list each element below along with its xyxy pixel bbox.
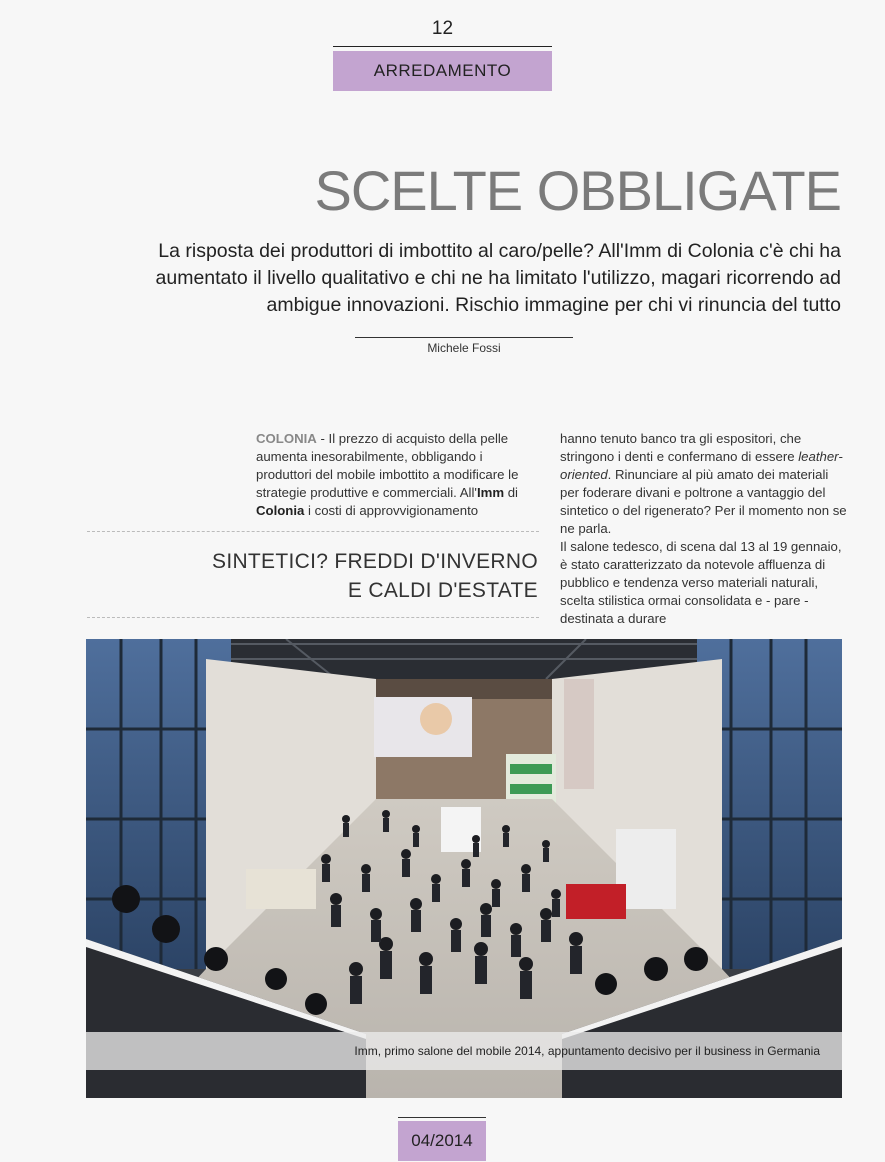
page-number: 12	[431, 18, 454, 39]
article-standfirst: La risposta dei produttori di imbottito al caro/pelle? All'Imm di Colonia c'è chi ha aumentato il livello qualitativo e chi ne ha limitato l'utilizzo, magari ricorrendo ad ambigue innovazioni. Rischio immagine per chi vi rinuncia del tutto	[155, 240, 841, 316]
issue-tag: 04/2014	[398, 1121, 486, 1161]
body-strong: Imm	[476, 485, 505, 500]
photo-caption: Imm, primo salone del mobile 2014, appuntamento decisivo per il business in Germania	[354, 1044, 820, 1058]
body-strong: Colonia	[256, 503, 305, 518]
text-column-right	[560, 430, 850, 628]
section-tag: ARREDAMENTO	[333, 51, 552, 91]
section-rule	[333, 46, 552, 47]
body-text: - Il prezzo di acquisto della pelle aumenta inesorabilmente, obbligando i produttori del mobile imbottito a modificare le strategie produttive e commerciali. All'	[256, 431, 519, 500]
body-text: di	[504, 485, 518, 500]
body-text: i costi di approvvigionamento	[304, 503, 479, 518]
body-text: . Rinunciare al più amato dei materiali per foderare divani e poltrone a vantaggio del sintetico o del rigenerato? Per il momento non se ne parla.	[560, 467, 847, 536]
text-column-left	[256, 430, 538, 520]
byline-rule	[355, 337, 573, 338]
body-italic: leather-oriented	[560, 449, 843, 482]
subheading-rule-top	[87, 531, 539, 532]
subheading-line: SINTETICI? FREDDI D'INVERNO	[212, 550, 538, 573]
subheading	[87, 547, 538, 605]
trade-fair-photo	[86, 639, 842, 1098]
subheading-line: E CALDI D'ESTATE	[347, 579, 538, 602]
footer-rule	[398, 1117, 486, 1118]
dateline: COLONIA	[256, 431, 317, 446]
subheading-rule-bottom	[87, 617, 539, 618]
article-headline: SCELTE OBBLIGATE	[314, 159, 841, 222]
body-text: hanno tenuto banco tra gli espositori, che stringono i denti e confermano di essere	[560, 431, 802, 464]
article-author: Michele Fossi	[427, 341, 501, 355]
trade-fair-illustration	[86, 639, 842, 1098]
body-text: Il salone tedesco, di scena dal 13 al 19 gennaio, è stato caratterizzato da notevole affluenza di pubblico e tendenza verso materiali naturali, scelta stilistica ormai consolidata e - pare - destinata a durare	[560, 539, 842, 626]
